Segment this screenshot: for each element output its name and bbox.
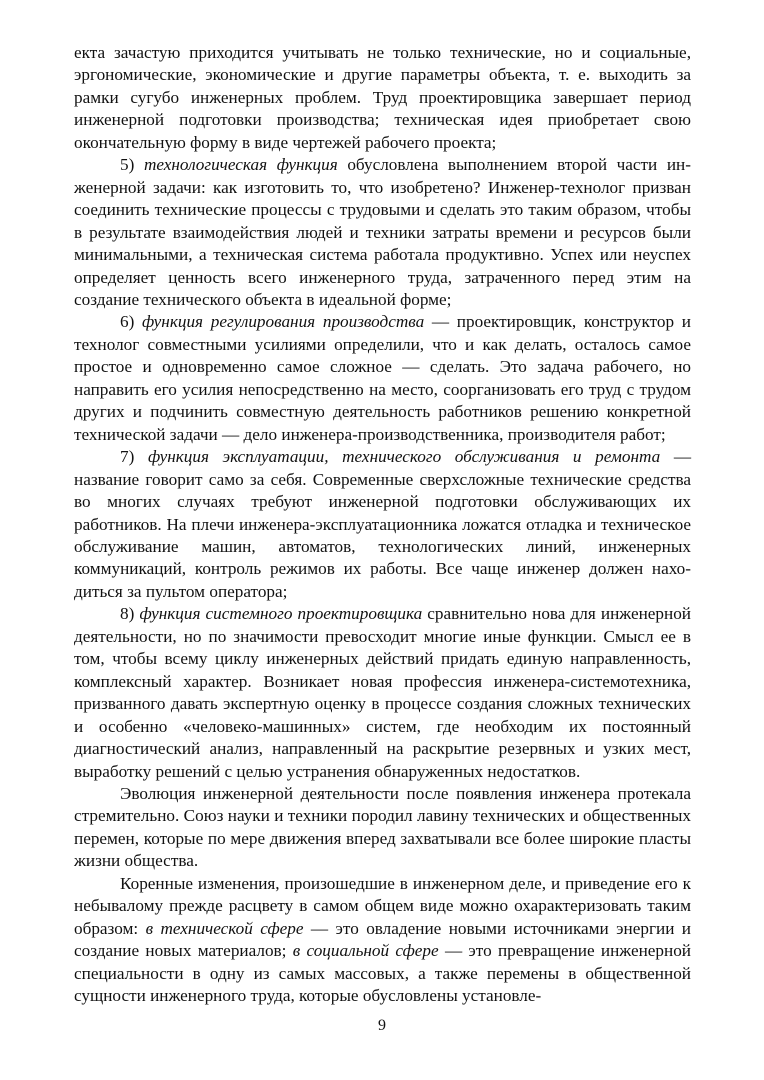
paragraph xyxy=(74,42,691,154)
italic-term: в социальной сфере xyxy=(292,941,439,961)
page-number: 9 xyxy=(378,1017,386,1034)
text-run: — проектировщик, конструктор и технолог совместными усилиями определили, что и как делать, осталось самое простое и одновременно самое сложное — сделать. Это задача рабочего, но направить его усилия непосредственно на место, соорганизовать его труд с трудом других и подчинить совместную деятельность работников решению конкретной технической задачи — дело инженера-производственника, производителя работ; xyxy=(74,312,691,444)
italic-term: функция системного проектировщика xyxy=(139,604,423,624)
italic-term: функция эксплуатации, технического обслуживания и ремонта xyxy=(147,447,661,467)
text-run: обусловлена выполнением второй части инженерной задачи: как изготовить то, что изобретено? Инженер-технолог призван соединить технические процессы с трудовыми и сделать это таким образом, чтобы в результате взаимодействия людей и техники затраты времени и ресурсов были минимальными, а техническая система работала продуктивно. Успех или неуспех определяет ценность всего инженерного труда, затраченного перед этим на создание технического объекта в идеальной форме; xyxy=(74,155,691,309)
paragraph xyxy=(74,603,691,783)
text-run: 8) xyxy=(120,604,140,624)
text-run: — это превращение инженерной специальности в одну из самых массовых, а также перемены в общественной сущности инженерного труда, которые обусловлены установле- xyxy=(74,941,691,1006)
text-run: Коренные изменения, произошедшие в инженерном деле, и приведение его к небывалому прежде расцвету в самом общем виде можно охарактеризовать таким образом: xyxy=(74,873,691,938)
italic-term: технологическая функция xyxy=(143,155,338,175)
text-run: 5) xyxy=(120,155,144,175)
text-run: — это овладение новыми источниками энергии и создание новых материалов; xyxy=(74,918,692,961)
text-run: — название говорит само за себя. Современные сверхсложные технические средства во многих случаях требуют инженерной подготовки обслуживающих их работников. На плечи инженера-эксплуатационника ложатся отладка и техническое обслуживание машин, автоматов, технологических линий, инженерных коммуникаций, контроль режимов их работы. Все чаще инженер должен находиться за пультом оператора; xyxy=(74,447,692,601)
page-body xyxy=(74,42,691,1007)
paragraph xyxy=(74,873,691,1008)
paragraph xyxy=(74,311,691,446)
paragraph xyxy=(74,783,691,873)
text-run: 7) xyxy=(120,447,148,467)
italic-term: в технической сфере xyxy=(145,918,304,938)
text-run: екта зачастую приходится учитывать не только технические, но и социальные, эргономические, экономические и другие параметры объекта, т. е. выходить за рамки сугубо инженерных проблем. Труд проектировщика завершает период инженерной подготовки производства; техническая идея приобретает свою окончательную форму в виде чертежей рабочего проекта; xyxy=(74,43,691,152)
text-run: сравнительно нова для инженерной деятельности, но по значимости превосходит многие иные функции. Смысл ее в том, чтобы всему циклу инженерных действий придать единую направленность, комплексный характер. Возникает новая профессия инженера-системотехника, призванного давать экспертную оценку в процессе создания сложных технических и особенно «человеко-машинных» систем, где необходим их постоянный диагностический анализ, направленный на раскрытие резервных и узких мест, выработку решений с целью устранения обнаруженных недостатков. xyxy=(74,604,691,781)
paragraph xyxy=(74,154,691,311)
italic-term: функция регулирования производства xyxy=(142,312,425,332)
paragraph xyxy=(74,446,691,603)
text-run: 6) xyxy=(120,312,143,332)
text-run: Эволюция инженерной деятельности после появления инженера протекала стремительно. Союз науки и техники породил лавину технических и общественных перемен, которые по мере движения вперед захватывали все более широкие пласты жизни общества. xyxy=(74,783,691,871)
